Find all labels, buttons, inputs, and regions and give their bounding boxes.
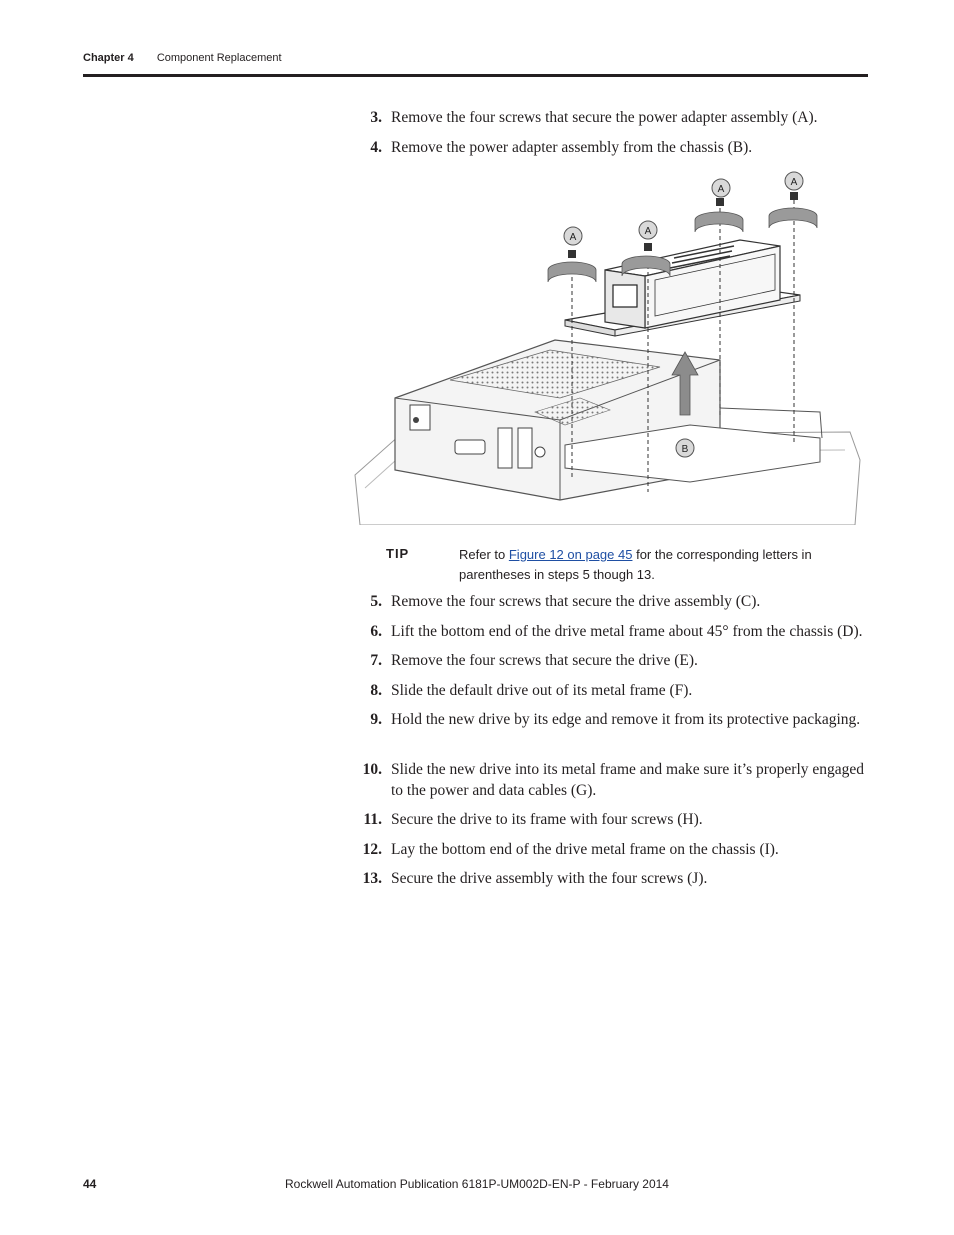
- step-text: Secure the drive assembly with the four screws (J).: [391, 870, 708, 887]
- callout-a: A: [717, 184, 725, 195]
- serial-port: [455, 440, 485, 454]
- step-text: Remove the four screws that secure the power adapter assembly (A).: [391, 109, 818, 126]
- callout-a3: [712, 179, 730, 197]
- callout-a2: [639, 221, 657, 239]
- rotate-arrow-icon: [695, 212, 743, 232]
- step-text: Slide the new drive into its metal frame and make sure it’s properly engaged to the power and data cables (G).: [391, 761, 865, 799]
- step-number: 9.: [370, 711, 382, 728]
- step-text: Remove the four screws that secure the drive assembly (C).: [391, 593, 761, 610]
- screw-icon: [790, 192, 798, 200]
- step-number: 10.: [362, 761, 382, 778]
- section-label: Component Replacement: [156, 52, 282, 64]
- power-socket: [613, 285, 637, 307]
- callout-a1: [564, 227, 582, 245]
- usb-ports: [518, 428, 532, 468]
- rotate-arrow-icon: [769, 208, 817, 228]
- header-rule: [83, 74, 868, 77]
- callout-b: [676, 439, 694, 457]
- power-adapter-removal-figure: [350, 170, 870, 525]
- running-header: [83, 52, 282, 64]
- step-text: Secure the drive to its frame with four screws (H).: [391, 811, 703, 828]
- step-number: 3.: [370, 109, 382, 126]
- power-switch: [410, 405, 430, 430]
- screw-icon: [644, 243, 652, 251]
- step-text: Slide the default drive out of its metal frame (F).: [391, 682, 693, 699]
- screw-icon: [716, 198, 724, 206]
- callout-a: A: [569, 232, 577, 243]
- usb-ports: [498, 428, 512, 468]
- tip-text: [459, 545, 864, 585]
- figure-12-link[interactable]: Figure 12 on page 45: [508, 547, 633, 562]
- step-number: 8.: [370, 682, 382, 699]
- step-number: 13.: [362, 870, 382, 887]
- step-text: Lift the bottom end of the drive metal frame about 45° from the chassis (D).: [391, 623, 863, 640]
- step-number: 11.: [363, 811, 382, 828]
- step-text: Lay the bottom end of the drive metal frame on the chassis (I).: [391, 841, 779, 858]
- step-number: 7.: [370, 652, 382, 669]
- page-number: 44: [83, 1177, 97, 1191]
- screw-icon: [568, 250, 576, 258]
- step-number: 6.: [370, 623, 382, 640]
- step-number: 4.: [370, 139, 382, 156]
- step-number: 5.: [370, 593, 382, 610]
- callout-a: A: [790, 177, 798, 188]
- publication-footer: Rockwell Automation Publication 6181P-UM002D-EN-P - February 2014: [285, 1177, 669, 1191]
- chapter-label: Chapter 4: [83, 52, 134, 64]
- tip-prefix: Refer to: [459, 547, 509, 562]
- step-text: Remove the four screws that secure the drive (E).: [391, 652, 698, 669]
- tip-label: TIP: [386, 546, 410, 561]
- step-number: 12.: [362, 841, 382, 858]
- callout-a4: [785, 172, 803, 190]
- tip-suffix: for the corresponding letters in parentheses in steps 5 though 13.: [459, 547, 812, 582]
- step-text: Remove the power adapter assembly from the chassis (B).: [391, 139, 753, 156]
- step-text: Hold the new drive by its edge and remove it from its protective packaging.: [391, 711, 861, 728]
- callout-b-label: B: [681, 444, 689, 455]
- callout-a: A: [644, 226, 652, 237]
